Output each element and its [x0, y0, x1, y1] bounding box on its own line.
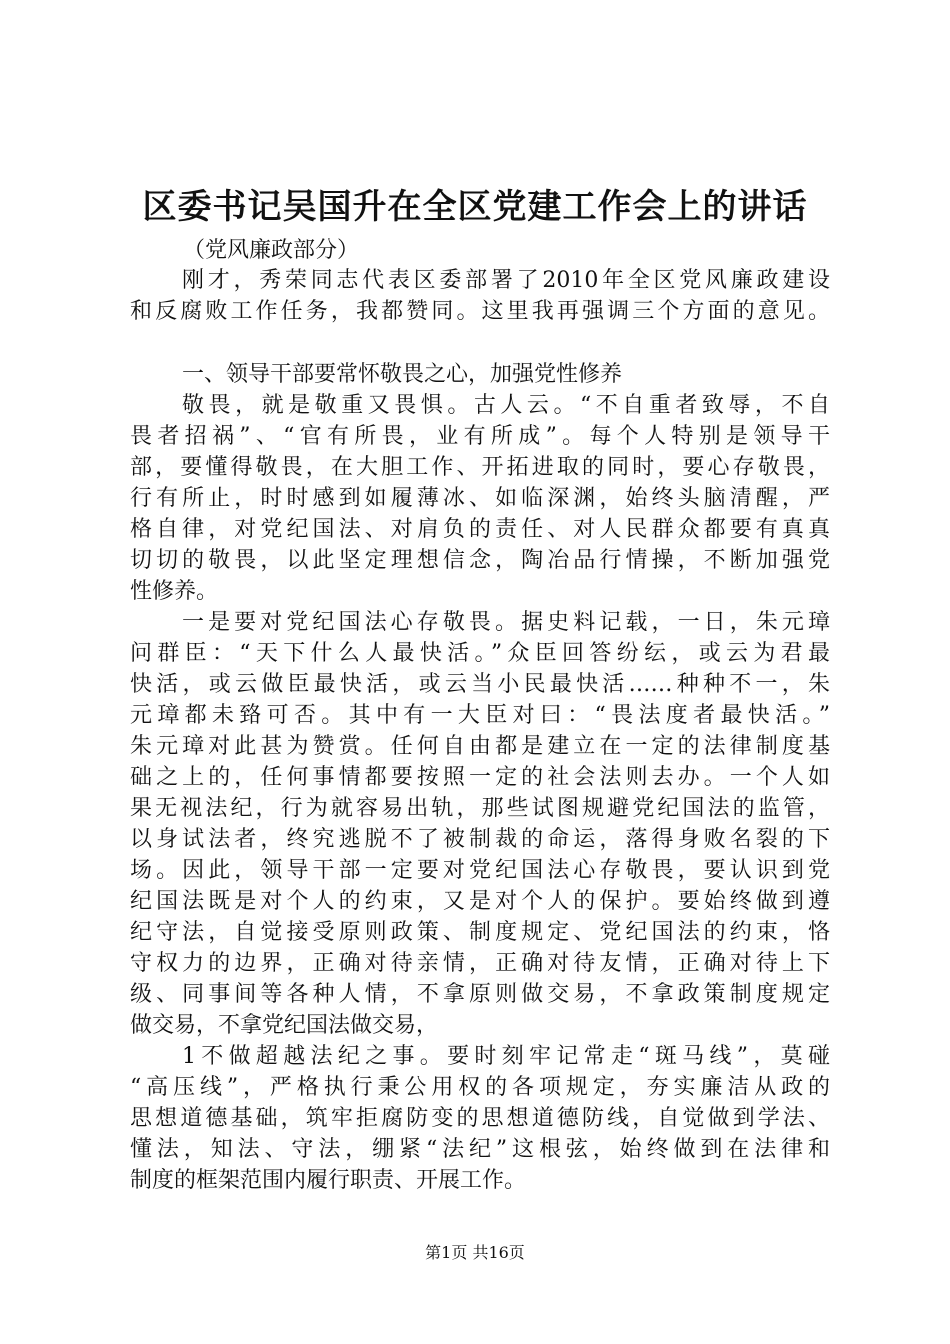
paragraph-line: 性修养。 [130, 579, 219, 604]
subtitle: （党风廉政部分） [183, 238, 360, 263]
paragraph-line: 纪守法，自觉接受原则政策、制度规定、党纪国法的约束，恪 [130, 920, 830, 945]
paragraph-line: 懂法，知法、守法，绷紧“法纪”这根弦，始终做到在法律和 [130, 1137, 830, 1162]
page-title: 区委书记吴国升在全区党建工作会上的讲话 [142, 187, 808, 227]
paragraph-line: 纪国法既是对个人的约束，又是对个人的保护。要始终做到遵 [130, 889, 830, 914]
paragraph-line: 1不做超越法纪之事。要时刻牢记常走“斑马线”，莫碰 [182, 1044, 830, 1069]
paragraph-line: 和反腐败工作任务，我都赞同。这里我再强调三个方面的意见。 [130, 299, 830, 324]
paragraph-line: 元璋都未臵可否。其中有一大臣对曰：“畏法度者最快活。” [130, 703, 830, 728]
paragraph-line: 础之上的，任何事情都要按照一定的社会法则去办。一个人如 [130, 765, 830, 790]
paragraph-line: 级、同事间等各种人情，不拿原则做交易，不拿政策制度规定 [130, 982, 830, 1007]
paragraph-line: 守权力的边界，正确对待亲情，正确对待友情，正确对待上下 [130, 951, 830, 976]
paragraph-line: 一是要对党纪国法心存敬畏。据史料记载，一日，朱元璋 [182, 610, 830, 635]
paragraph-line: 刚才，秀荣同志代表区委部署了2010年全区党风廉政建设 [182, 268, 830, 293]
paragraph-line: 制度的框架范围内履行职责、开展工作。 [130, 1168, 527, 1193]
paragraph-line: 部，要懂得敬畏，在大胆工作、开拓进取的同时，要心存敬畏， [130, 455, 830, 480]
section-heading: 一、领导干部要常怀敬畏之心，加强党性修养 [182, 362, 623, 387]
paragraph-line: 畏者招祸”、“官有所畏，业有所成”。每个人特别是领导干 [130, 424, 830, 449]
paragraph-line: 以身试法者，终究逃脱不了被制裁的命运，落得身败名裂的下 [130, 827, 830, 852]
paragraph-line: 做交易，不拿党纪国法做交易， [130, 1013, 439, 1038]
paragraph-line: 快活，或云做臣最快活，或云当小民最快活……种种不一，朱 [130, 672, 830, 697]
paragraph-line: 场。因此，领导干部一定要对党纪国法心存敬畏，要认识到党 [130, 858, 830, 883]
paragraph-line: 敬畏，就是敬重又畏惧。古人云。“不自重者致辱，不自 [182, 393, 830, 418]
paragraph-line: 朱元璋对此甚为赞赏。任何自由都是建立在一定的法律制度基 [130, 734, 830, 759]
paragraph-line: 格自律，对党纪国法、对肩负的责任、对人民群众都要有真真 [130, 517, 830, 542]
paragraph-line: 切切的敬畏，以此坚定理想信念，陶冶品行情操，不断加强党 [130, 548, 830, 573]
paragraph-line: “高压线”，严格执行秉公用权的各项规定，夯实廉洁从政的 [130, 1075, 830, 1100]
paragraph-line: 行有所止，时时感到如履薄冰、如临深渊，始终头脑清醒，严 [130, 486, 830, 511]
paragraph-line: 果无视法纪，行为就容易出轨，那些试图规避党纪国法的监管， [130, 796, 830, 821]
page-footer: 第1页 共16页 [425, 1243, 525, 1262]
paragraph-line: 问群臣：“天下什么人最快活。”众臣回答纷纭，或云为君最 [130, 641, 830, 666]
paragraph-line: 思想道德基础，筑牢拒腐防变的思想道德防线，自觉做到学法、 [130, 1106, 830, 1131]
